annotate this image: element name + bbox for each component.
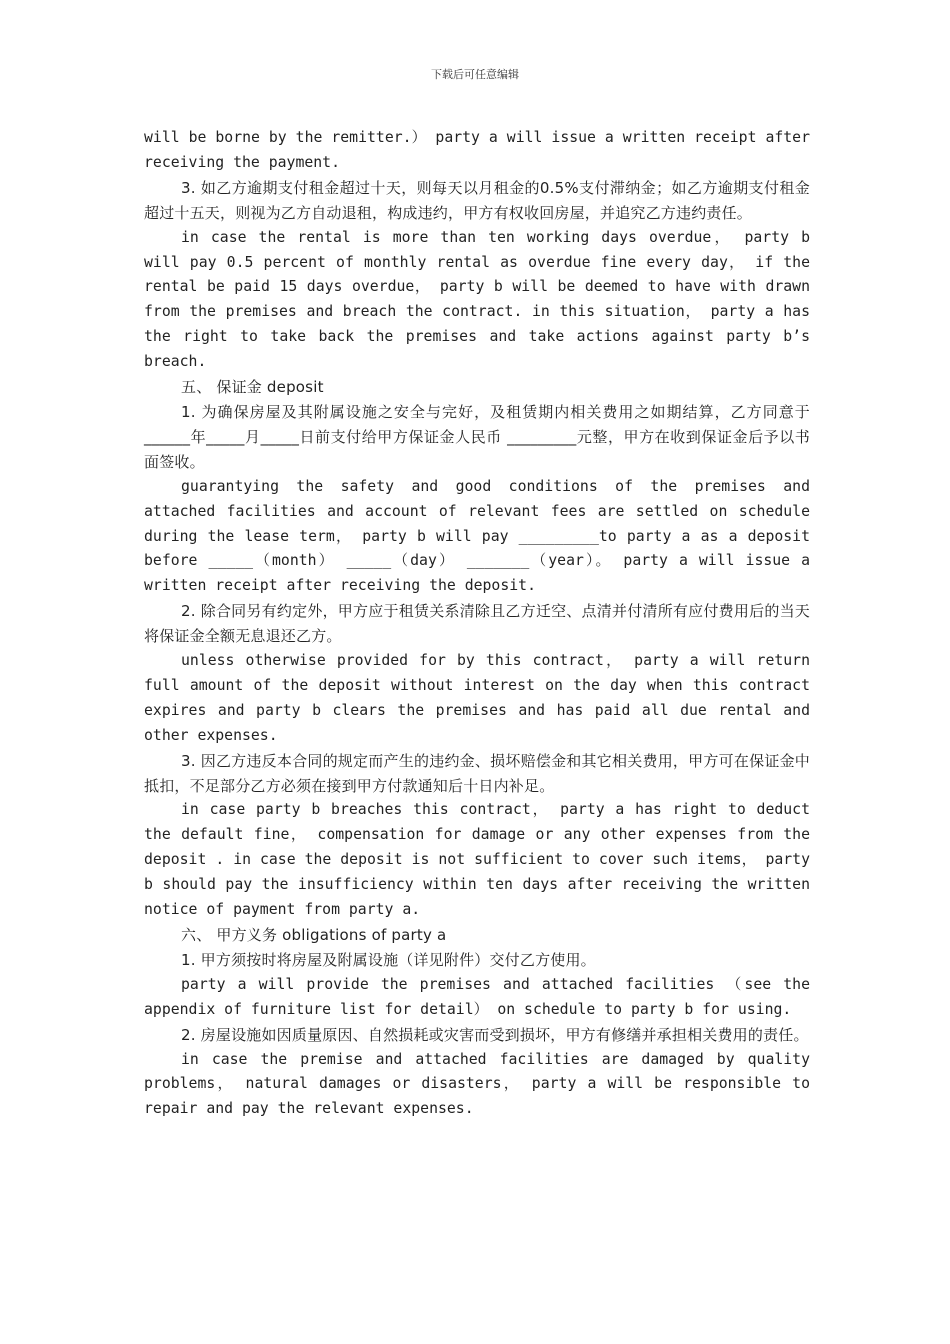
paragraph-cn-overdue-fine: 3. 如乙方逾期支付租金超过十天，则每天以月租金的0.5%支付滞纳金；如乙方逾期支付租金超过十五天，则视为乙方自动退租，构成违约，甲方有权收回房屋，并追究乙方违约责任。 xyxy=(144,178,810,222)
page-header: 下载后可任意编辑 xyxy=(431,68,519,81)
paragraph-cn-repair-responsibility: 2. 房屋设施如因质量原因、自然损耗或灾害而受到损坏，甲方有修缮并承担相关费用的责任。 xyxy=(181,1025,809,1044)
section-heading-deposit: 五、 保证金 deposit xyxy=(181,378,324,397)
section-heading-obligations-party-a: 六、 甲方义务 obligations of party a xyxy=(181,926,447,944)
paragraph-cn-provide-premises: 1. 甲方须按时将房屋及附属设施（详见附件）交付乙方使用。 xyxy=(181,950,596,969)
paragraph-en-deposit-return: unless otherwise provided for by this contract， party a will return full amount of the deposit without interest on the day when this contract expires and party b clears the premises and has paid all due rental and other expenses. xyxy=(144,652,819,744)
paragraph-cn-deposit-return: 2. 除合同另有约定外，甲方应于租赁关系清除且乙方迁空、点清并付清所有应付费用后的当天将保证金全额无息退还乙方。 xyxy=(144,602,810,646)
paragraph-continuation-remitter: will be borne by the remitter.） party a will issue a written receipt after receiving the payment. xyxy=(144,129,819,171)
paragraph-cn-deposit-deduction: 3. 因乙方违反本合同的规定而产生的违约金、损坏赔偿金和其它相关费用，甲方可在保证金中抵扣，不足部分乙方必须在接到甲方付款通知后十日内补足。 xyxy=(144,751,810,795)
document-body xyxy=(144,126,819,1122)
paragraph-en-overdue-fine: in case the rental is more than ten working days overdue， party b will pay 0.5 percent of monthly rental as overdue fine every day， if the rental be paid 15 days overdue， party b will be deemed to have with drawn from the premises and breach the contract. in this situation， party a has the right to take back the premises and take actions against party b’s breach. xyxy=(144,228,819,371)
paragraph-en-deposit-payment: guarantying the safety and good conditions of the premises and attached facilities and account of relevant fees are settled on schedule during the lease term， party b will pay _________to party a as a deposit before _____（month） _____（day） _______（year）。 party a will issue a written receipt after receiving the deposit. xyxy=(144,477,819,595)
paragraph-en-repair-responsibility: in case the premise and attached facilities are damaged by quality problems， natural damages or disasters， party a will be responsible to repair and pay the relevant expenses. xyxy=(144,1050,819,1118)
paragraph-en-provide-premises: party a will provide the premises and attached facilities （see the appendix of furniture list for detail） on schedule to party b for using. xyxy=(144,975,819,1018)
paragraph-cn-deposit-payment: 1. 为确保房屋及其附属设施之安全与完好，及租赁期内相关费用之如期结算，乙方同意于______年_____月_____日前支付给甲方保证金人民币 _________元整，甲方在收到保证金后予以书面签收。 xyxy=(144,402,810,471)
paragraph-en-deposit-deduction: in case party b breaches this contract， party a has right to deduct the default fine， compensation for damage or any other expenses from the deposit . in case the deposit is not sufficient to cover such items， party b should pay the insufficiency within ten days after receiving the written notice of payment from party a. xyxy=(144,801,819,919)
